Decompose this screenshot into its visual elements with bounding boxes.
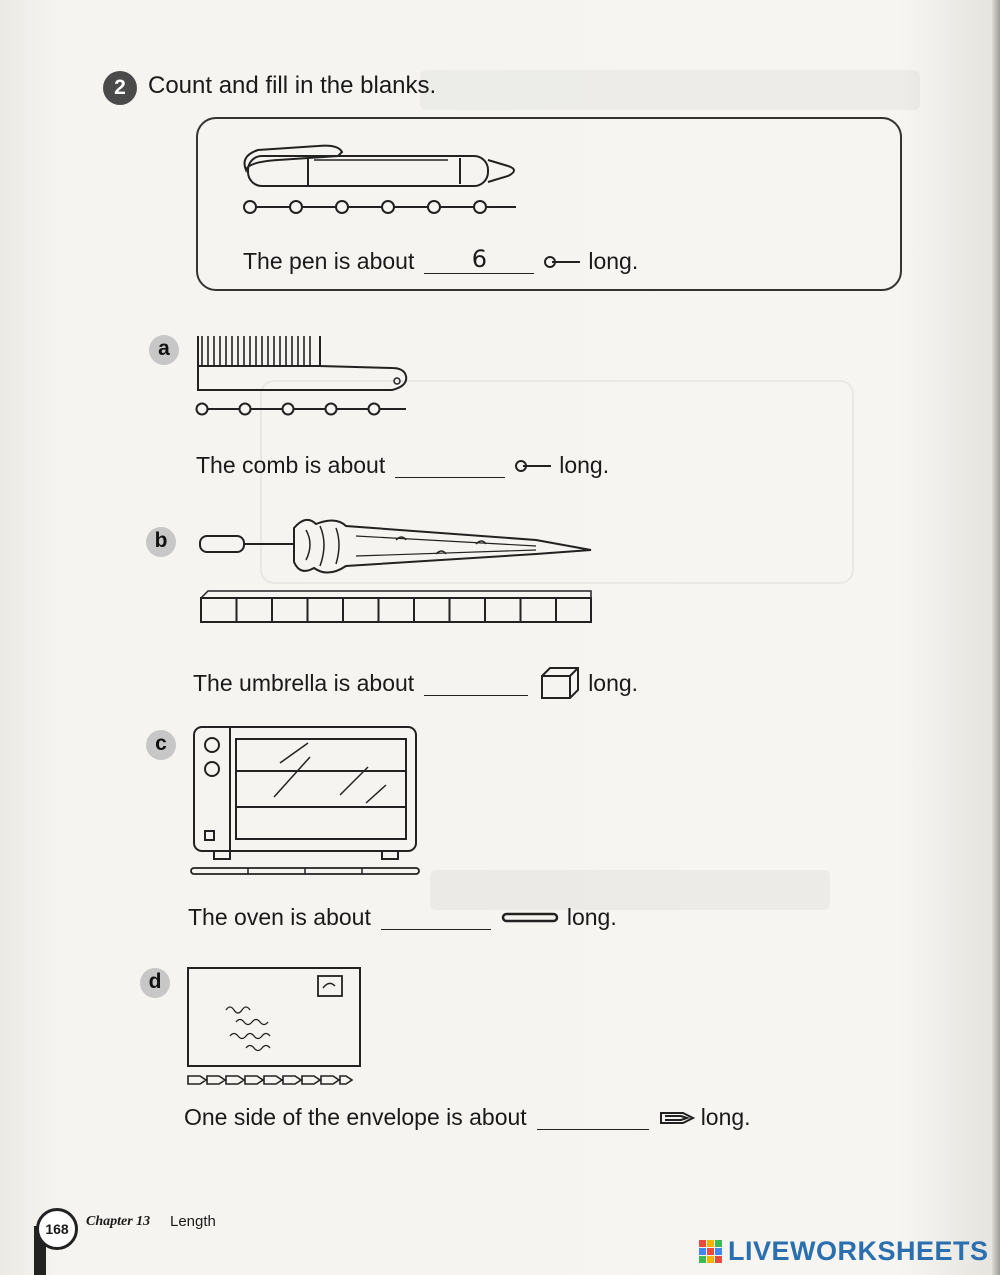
item-d-label: d	[140, 968, 170, 998]
item-a-label: a	[149, 335, 179, 365]
clip-unit-icon	[659, 1110, 695, 1126]
item-b-sentence	[193, 664, 638, 702]
item-d-answer-blank[interactable]	[537, 1105, 649, 1130]
pin-unit-row	[240, 196, 520, 220]
example-answer-blank	[424, 245, 534, 274]
item-c-sentence	[188, 904, 617, 931]
watermark-text: LIVEWORKSHEETS	[728, 1236, 989, 1266]
item-c-answer-blank[interactable]	[381, 905, 491, 930]
oven-icon	[190, 723, 422, 877]
item-d-text-after: long.	[700, 1104, 751, 1130]
pin-unit-icon	[515, 459, 553, 473]
item-c-text-before: The oven is about	[188, 904, 371, 930]
item-d-sentence	[184, 1104, 751, 1131]
item-b-label: b	[146, 527, 176, 557]
item-d-text-before: One side of the envelope is about	[184, 1104, 527, 1130]
question-instruction: Count and fill in the blanks.	[148, 72, 437, 99]
item-a-text-before: The comb is about	[196, 452, 386, 478]
example-answer: 6	[471, 245, 487, 273]
item-c-label: c	[146, 730, 176, 760]
example-text-before: The pen is about	[243, 248, 415, 274]
envelope-icon	[186, 966, 364, 1070]
item-b-text-before: The umbrella is about	[193, 669, 415, 696]
stick-unit-icon	[501, 911, 561, 925]
clip-unit-row	[186, 1072, 358, 1088]
chapter-topic: Length	[170, 1213, 216, 1230]
stick-unit-row	[190, 866, 422, 876]
item-a-text-after: long.	[559, 452, 610, 478]
cube-unit-row	[200, 590, 594, 624]
item-b-answer-blank[interactable]	[424, 671, 528, 696]
item-a-sentence	[196, 452, 609, 479]
book-spine-shadow	[992, 0, 1000, 1275]
comb-pin-unit-row	[194, 398, 414, 420]
umbrella-icon	[196, 510, 600, 584]
cube-unit-icon	[538, 664, 582, 702]
pin-unit-icon	[544, 255, 582, 269]
item-c-text-after: long.	[566, 904, 617, 930]
liveworksheets-logo-icon	[698, 1239, 724, 1265]
liveworksheets-watermark	[698, 1236, 989, 1267]
comb-icon	[192, 330, 412, 400]
question-number: 2	[103, 71, 137, 105]
page-number: 168	[36, 1208, 78, 1250]
chapter-label: Chapter 13	[86, 1214, 151, 1229]
item-a-answer-blank[interactable]	[395, 453, 505, 478]
example-text-after: long.	[588, 248, 639, 274]
item-b-text-after: long.	[588, 669, 639, 696]
example-sentence	[243, 245, 639, 275]
